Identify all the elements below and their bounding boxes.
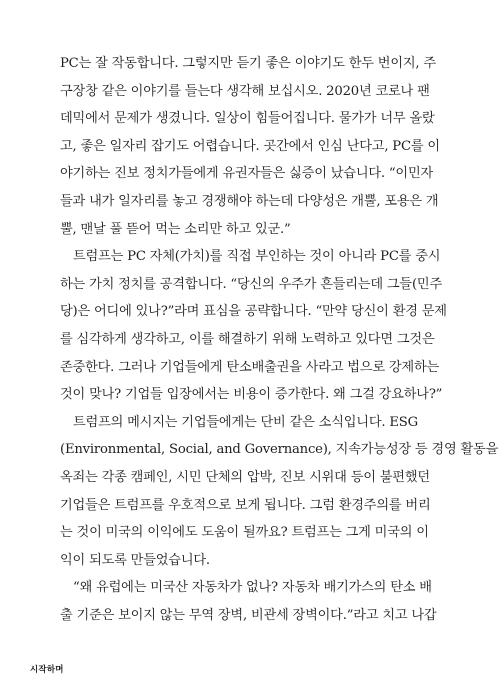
paragraph-3 [60, 409, 499, 575]
text-line: 기업들은 트럼프를 우호적으로 보게 됩니다. 그럼 환경주의를 버리 [60, 497, 431, 513]
text-line: 뿔, 맨날 풀 뜯어 먹는 소리만 하고 있군.” [60, 221, 291, 237]
text-line: 들과 내가 일자리를 놓고 경쟁해야 하는데 다양성은 개뿔, 포용은 개 [60, 193, 439, 209]
text-line: 야기하는 진보 정치가들에게 유권자들은 싫증이 났습니다. “이민자 [60, 166, 434, 182]
text-line: 출 기준은 보이지 않는 무역 장벽, 비관세 장벽이다.”라고 치고 나갑 [60, 607, 437, 623]
text-line: 구장창 같은 이야기를 들는다 생각해 보십시오. 2020년 코로나 팬 [60, 83, 430, 99]
text-line: 것이 맞나? 기업들 입장에서는 비용이 증가한다. 왜 그걸 강요하나?” [60, 387, 443, 403]
text-line: 익이 되도록 만들었습니다. [60, 552, 210, 568]
running-footer: 시작하며 [30, 665, 64, 675]
text-line: 당)은 어디에 있나?”라며 표심을 공략합니다. “만약 당신이 환경 문제 [60, 304, 447, 320]
text-line: PC는 잘 작동합니다. 그렇지만 듣기 좋은 이야기도 한두 번이지, 주 [60, 56, 436, 71]
paragraph-1 [60, 50, 440, 243]
paragraph-4 [60, 574, 437, 629]
text-line: 옥죄는 각종 캠페인, 시민 단체의 압박, 진보 시위대 등이 불편했던 [60, 469, 430, 485]
text-line: 하는 가치 정치를 공격합니다. “당신의 우주가 흔들리는데 그들(민주 [60, 276, 442, 292]
body-text [60, 50, 499, 629]
text-line: 데믹에서 문제가 생겼니다. 일상이 힘들어집니다. 물가가 너무 올랐 [60, 111, 435, 127]
text-line: 트럼프는 PC 자체(가치)를 직접 부인하는 것이 아니라 PC를 중시 [73, 249, 441, 265]
text-line: “왜 유럽에는 미국산 자동차가 없나? 자동차 배기가스의 탄소 배 [73, 580, 432, 596]
paragraph-2 [60, 243, 447, 409]
text-line: 고, 좋은 일자리 잡기도 어렵습니다. 곳간에서 인심 난다고, PC를 이 [60, 138, 440, 154]
text-line: (Environmental, Social, and Governance), 지속가능성장 등 경영 활동을 [60, 442, 499, 458]
text-line: 는 것이 미국의 이익에도 도움이 될까요? 트럼프는 그게 미국의 이 [60, 525, 429, 541]
text-line: 를 심각하게 생각하고, 이를 해결하기 위해 노력하고 있다면 그것은 [60, 331, 435, 347]
text-line: 존중한다. 그러나 기업들에게 탄소배출권을 사라고 법으로 강제하는 [60, 359, 440, 375]
text-line: 트럼프의 메시지는 기업들에게는 단비 같은 소식입니다. ESG [73, 414, 418, 430]
